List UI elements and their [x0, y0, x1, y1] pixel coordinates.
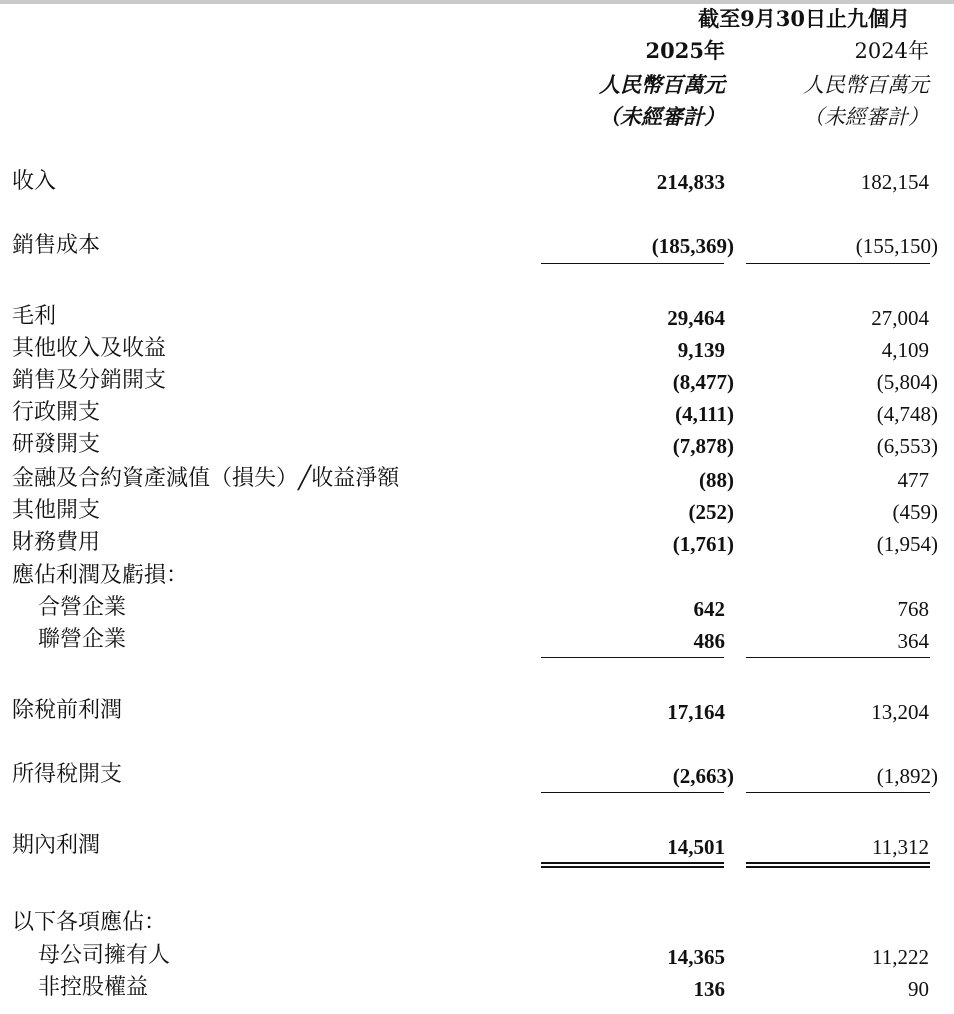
revenue-2024: 182,154: [860, 170, 929, 194]
selling-expenses-2025: (8,477): [672, 370, 734, 394]
row-label-selling-expenses: 銷售及分銷開支: [12, 368, 167, 393]
subtotal-rule: [541, 657, 724, 658]
period-header: 截至9月30日止九個月: [698, 6, 910, 31]
row-label-joint-ventures: 合營企業: [38, 595, 127, 620]
non-controlling-interests-2025: 136: [693, 977, 725, 1001]
gross-profit-2024: 27,004: [871, 306, 929, 330]
impairment-2025: (88): [699, 468, 734, 492]
admin-expenses-2025: (4,111): [675, 402, 734, 426]
other-expenses-2024: (459): [892, 500, 938, 524]
non-controlling-interests-2024: 90: [908, 977, 929, 1001]
row-label-other-expenses: 其他開支: [12, 498, 101, 523]
row-label-non-controlling-interests: 非控股權益: [38, 975, 149, 1000]
other-income-2024: 4,109: [881, 338, 929, 362]
row-label-cost-of-sales: 銷售成本: [12, 233, 101, 258]
subtotal-rule: [746, 263, 930, 264]
profit-for-period-2024: 11,312: [872, 835, 929, 859]
row-label-admin-expenses: 行政開支: [12, 400, 101, 425]
col2-currency: 人民幣百萬元: [803, 73, 929, 97]
top-divider: [0, 0, 954, 4]
joint-ventures-2024: 768: [897, 597, 929, 621]
total-double-rule: [541, 862, 724, 868]
other-expenses-2025: (252): [688, 500, 734, 524]
row-label-finance-costs: 財務費用: [12, 530, 101, 555]
profit-for-period-2025: 14,501: [667, 835, 725, 859]
associates-2024: 364: [897, 629, 929, 653]
row-label-other-income: 其他收入及收益: [12, 336, 167, 361]
col1-currency: 人民幣百萬元: [599, 72, 725, 97]
row-label-share-of-profits: 應佔利潤及虧損：: [12, 563, 189, 588]
profit-before-tax-2025: 17,164: [667, 700, 725, 724]
subtotal-rule: [541, 263, 724, 264]
owners-of-parent-2025: 14,365: [667, 945, 725, 969]
col1-year: 2025年: [645, 38, 725, 63]
subtotal-rule: [746, 657, 930, 658]
total-double-rule: [746, 862, 930, 868]
row-label-owners-of-parent: 母公司擁有人: [38, 943, 171, 968]
associates-2025: 486: [693, 629, 725, 653]
row-label-profit-for-period: 期內利潤: [12, 833, 101, 858]
joint-ventures-2025: 642: [693, 597, 725, 621]
row-label-profit-before-tax: 除稅前利潤: [12, 698, 123, 723]
impairment-2024: 477: [897, 468, 929, 492]
other-income-2025: 9,139: [677, 338, 725, 362]
finance-costs-2024: (1,954): [876, 532, 938, 556]
finance-costs-2025: (1,761): [672, 532, 734, 556]
cost-of-sales-2025: (185,369): [651, 234, 734, 258]
row-label-impairment: 金融及合約資產減值（損失）╱收益淨額: [12, 466, 400, 491]
col1-audit: （未經審計）: [599, 104, 725, 129]
rnd-expenses-2024: (6,553): [876, 434, 938, 458]
income-tax-2025: (2,663): [672, 764, 734, 788]
income-tax-2024: (1,892): [876, 764, 938, 788]
selling-expenses-2024: (5,804): [876, 370, 938, 394]
rnd-expenses-2025: (7,878): [672, 434, 734, 458]
cost-of-sales-2024: (155,150): [855, 234, 938, 258]
owners-of-parent-2024: 11,222: [872, 945, 929, 969]
row-label-gross-profit: 毛利: [12, 304, 57, 329]
row-label-revenue: 收入: [12, 169, 57, 194]
subtotal-rule: [746, 792, 930, 793]
admin-expenses-2024: (4,748): [876, 402, 938, 426]
subtotal-rule: [541, 792, 724, 793]
row-label-rnd-expenses: 研發開支: [12, 432, 101, 457]
profit-before-tax-2024: 13,204: [871, 700, 929, 724]
row-label-associates: 聯營企業: [38, 627, 127, 652]
col2-year: 2024年: [854, 39, 929, 63]
row-label-income-tax: 所得稅開支: [12, 762, 123, 787]
col2-audit: （未經審計）: [803, 105, 929, 129]
gross-profit-2025: 29,464: [667, 306, 725, 330]
revenue-2025: 214,833: [656, 170, 725, 194]
row-label-attributable-to: 以下各項應佔：: [12, 910, 167, 935]
